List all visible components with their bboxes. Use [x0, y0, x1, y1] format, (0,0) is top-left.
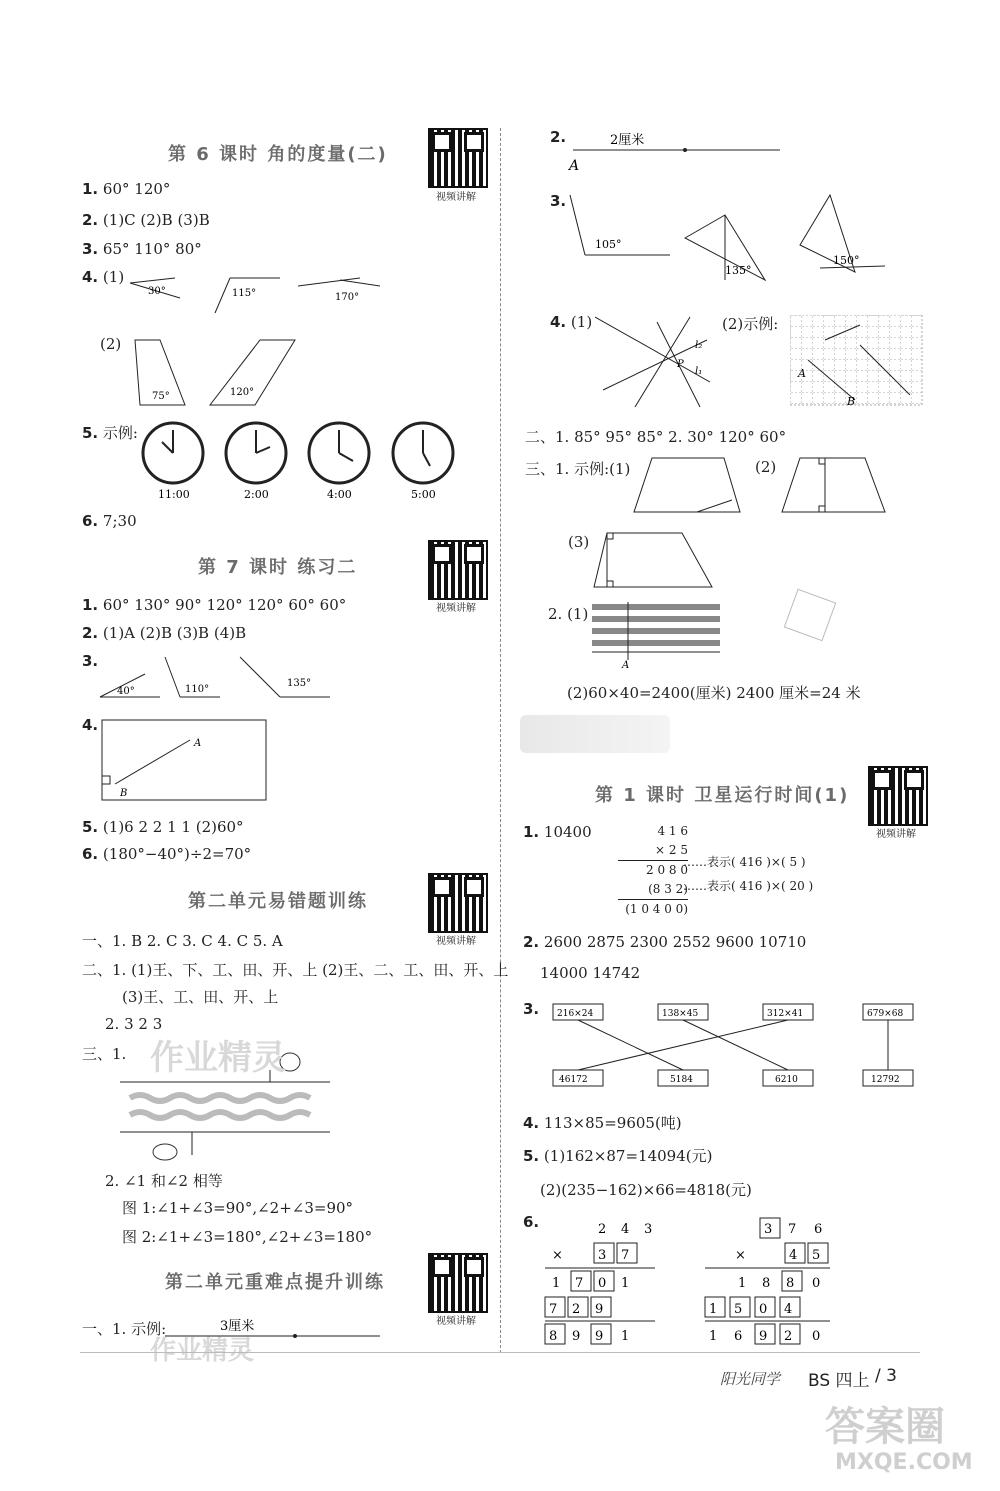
watermark: 作业精灵 [150, 1038, 286, 1078]
grid-diagram [790, 315, 925, 407]
qr-label: 视频讲解 [436, 1316, 476, 1327]
svg-text:150°: 150° [833, 254, 860, 267]
svg-text:A: A [569, 158, 580, 173]
qr-code-icon[interactable] [868, 766, 928, 826]
answer-row: 图 2:∠1+∠3=180°,∠2+∠3=180° [122, 1228, 373, 1246]
trapezoid-diagram [632, 455, 742, 515]
answer-row: 5. (1)162×87=14094(元) [523, 1147, 713, 1165]
svg-text:30°: 30° [148, 286, 166, 297]
qr-label: 视频讲解 [876, 829, 916, 840]
svg-text:105°: 105° [595, 238, 622, 251]
svg-text:3厘米: 3厘米 [220, 1319, 255, 1334]
answer-row: 图 1:∠1+∠3=90°,∠2+∠3=90° [122, 1199, 354, 1217]
answer-row: 一、1. B 2. C 3. C 4. C 5. A [82, 932, 283, 950]
rectangle-diagram [100, 718, 270, 803]
vertical-calc-left [540, 1213, 665, 1348]
answer-row: (2)60×40=2400(厘米) 2400 厘米=24 米 [567, 684, 861, 702]
svg-text:1: 1 [709, 1302, 718, 1317]
svg-text:B: B [847, 395, 856, 407]
answer-row: 二、1. (1)王、下、工、田、开、上 (2)王、二、工、田、开、上 [82, 961, 509, 979]
answer-row: 6. 7;30 [82, 512, 137, 530]
svg-text:115°: 115° [232, 288, 257, 299]
answer-row: 4. [82, 716, 99, 734]
answer-row: 4. (1) [82, 268, 125, 286]
answer-row: (2) [755, 458, 777, 476]
lesson6-title: 第 6 课时 角的度量(二) [168, 144, 388, 165]
svg-text:A: A [798, 367, 806, 380]
svg-text:2: 2 [572, 1302, 581, 1317]
svg-text:2厘米: 2厘米 [610, 133, 645, 148]
svg-text:8: 8 [549, 1329, 558, 1344]
answer-row: 2. 3 2 3 [105, 1015, 163, 1033]
lesson7-title: 第 7 课时 练习二 [198, 557, 358, 578]
svg-text:9: 9 [572, 1329, 581, 1344]
svg-text:6: 6 [814, 1222, 823, 1237]
svg-text:75°: 75° [152, 391, 170, 402]
svg-text:0: 0 [598, 1276, 607, 1291]
angle-drawings [565, 190, 895, 285]
svg-text:110°: 110° [185, 684, 210, 695]
qr-label: 视频讲解 [436, 603, 476, 614]
answer-row: (2) [100, 335, 122, 353]
svg-text:2:00: 2:00 [244, 488, 269, 501]
svg-text:138×45: 138×45 [662, 1009, 699, 1019]
svg-text:6: 6 [734, 1329, 743, 1344]
qr-label: 视频讲解 [436, 936, 476, 947]
svg-text:4:00: 4:00 [327, 488, 352, 501]
vertical-multiplication: 4 1 6 × 2 5 2 0 8 0 (8 3 2) (1 0 4 0 0) [618, 822, 688, 919]
answer-row: (2)示例: [722, 315, 779, 333]
answer-row: 5. (1)6 2 2 1 1 (2)60° [82, 818, 244, 836]
answer-row: 2. (1)C (2)B (3)B [82, 211, 210, 229]
brand-logo: 阳光同学 [720, 1370, 781, 1388]
svg-text:P: P [677, 359, 684, 370]
svg-text:8: 8 [762, 1276, 771, 1291]
svg-text:7: 7 [788, 1222, 797, 1237]
svg-text:A: A [622, 660, 630, 670]
answer-row: 1. 60° 130° 90° 120° 120° 60° 60° [82, 596, 347, 614]
clock-icon [143, 423, 203, 501]
answer-row: 2. (1)A (2)B (3)B (4)B [82, 624, 247, 642]
watermark: 作业精灵 [150, 1336, 255, 1366]
url-watermark: MXQE.COM [835, 1450, 973, 1475]
answer-row: 2. 2600 2875 2300 2552 9600 10710 [523, 933, 807, 951]
qr-code-icon[interactable] [428, 1253, 488, 1313]
trapezoid-diagram [780, 455, 890, 515]
unit2-errors-title: 第二单元易错题训练 [188, 891, 368, 912]
svg-text:135°: 135° [287, 678, 312, 689]
svg-text:170°: 170° [335, 292, 360, 303]
answer-row: 3. [523, 1000, 540, 1018]
crosswalk-diagram [592, 602, 722, 670]
svg-text:9: 9 [595, 1302, 604, 1317]
angle-figures [95, 652, 335, 702]
answer-row: 1. 60° 120° [82, 180, 171, 198]
svg-text:4: 4 [784, 1302, 793, 1317]
answer-row: (2)(235−162)×66=4818(元) [540, 1181, 752, 1199]
qr-label: 视频讲解 [436, 192, 476, 203]
svg-text:0: 0 [812, 1329, 821, 1344]
svg-text:679×68: 679×68 [867, 1009, 904, 1019]
triangle-ruler-figures [130, 335, 310, 410]
svg-text:×: × [735, 1248, 746, 1263]
svg-text:5:00: 5:00 [411, 488, 436, 501]
footer-divider [80, 1352, 920, 1353]
svg-text:11:00: 11:00 [158, 488, 190, 501]
clock-diagram-4 [390, 420, 460, 505]
svg-text:1: 1 [738, 1276, 747, 1291]
svg-text:5: 5 [812, 1248, 821, 1263]
qr-code-icon[interactable] [428, 873, 488, 933]
qr-code-icon[interactable] [428, 128, 488, 188]
answer-row: 1. 10400 [523, 823, 592, 841]
angle-figures [120, 268, 380, 328]
answer-row: 二、1. 85° 95° 85° 2. 30° 120° 60° [525, 428, 787, 446]
perpendicular-lines-diagram [595, 312, 715, 410]
unit-banner [520, 715, 670, 753]
svg-text:40°: 40° [117, 686, 135, 697]
svg-text:l₁: l₁ [695, 366, 703, 377]
answer-row: 3. 65° 110° 80° [82, 240, 202, 258]
svg-text:1: 1 [621, 1276, 630, 1291]
svg-text:l₂: l₂ [695, 340, 703, 351]
svg-text:4: 4 [621, 1222, 630, 1237]
svg-text:6210: 6210 [775, 1075, 798, 1085]
svg-text:5: 5 [734, 1302, 743, 1317]
trapezoid-diagram [592, 530, 717, 590]
unit2-key-title: 第二单元重难点提升训练 [165, 1272, 385, 1293]
svg-text:46172: 46172 [559, 1075, 588, 1085]
svg-text:216×24: 216×24 [557, 1009, 594, 1019]
answer-row: 14000 14742 [540, 964, 641, 982]
svg-text:1: 1 [552, 1276, 561, 1291]
svg-text:0: 0 [812, 1276, 821, 1291]
answer-row: 6. (180°−40°)÷2=70° [82, 845, 252, 863]
svg-text:B: B [120, 788, 128, 799]
svg-text:3: 3 [764, 1222, 773, 1237]
answer-row: 3. [550, 192, 567, 210]
page-number: / 3 [875, 1366, 897, 1386]
svg-text:4: 4 [789, 1248, 798, 1263]
matching-diagram [548, 1000, 918, 1090]
vertical-calc-right [700, 1213, 835, 1348]
svg-text:1: 1 [709, 1329, 718, 1344]
stamp-icon [780, 585, 840, 645]
answer-row: 一、1. 示例: [82, 1320, 167, 1338]
svg-text:7: 7 [549, 1302, 558, 1317]
svg-text:0: 0 [759, 1302, 768, 1317]
answer-row: 3. [82, 652, 99, 670]
stamp-watermark: 答案圈 [825, 1404, 945, 1450]
edition-label: BS 四上 [808, 1371, 870, 1391]
answer-row: 2. [550, 128, 567, 146]
svg-text:9: 9 [595, 1329, 604, 1344]
svg-text:9: 9 [759, 1329, 768, 1344]
clock-icon [226, 423, 286, 501]
answer-row: (3) [568, 533, 590, 551]
svg-text:12792: 12792 [871, 1075, 900, 1085]
svg-text:7: 7 [575, 1276, 584, 1291]
svg-text:5184: 5184 [670, 1075, 693, 1085]
answer-row: 5. 示例: [82, 424, 138, 442]
column-divider [500, 128, 501, 1353]
calc-note: ……表示( 416 )×( 20 ) [683, 879, 814, 893]
svg-text:2: 2 [598, 1222, 607, 1237]
svg-text:135°: 135° [725, 264, 752, 277]
answer-row: 6. [523, 1213, 540, 1231]
svg-text:3: 3 [598, 1248, 607, 1263]
svg-text:8: 8 [786, 1276, 795, 1291]
lesson1-title: 第 1 课时 卫星运行时间(1) [595, 785, 850, 806]
answer-row: 2. (1) [548, 605, 589, 623]
answer-row: (3)王、工、田、开、上 [122, 988, 279, 1006]
svg-text:A: A [194, 738, 202, 749]
qr-code-icon[interactable] [428, 540, 488, 600]
clock-icon [309, 423, 369, 501]
svg-text:7: 7 [621, 1248, 630, 1263]
svg-text:2: 2 [784, 1329, 793, 1344]
answer-row: 4. (1) [550, 313, 593, 331]
calc-note: ……表示( 416 )×( 5 ) [683, 855, 806, 869]
svg-text:×: × [552, 1248, 563, 1263]
svg-text:3: 3 [644, 1222, 653, 1237]
answer-row: 三、1. 示例:(1) [525, 460, 631, 478]
segment-diagram [565, 128, 785, 173]
answer-row: 三、1. [82, 1045, 127, 1063]
answer-row: 2. ∠1 和∠2 相等 [105, 1172, 223, 1190]
answer-row: 4. 113×85=9605(吨) [523, 1114, 682, 1132]
svg-text:312×41: 312×41 [767, 1009, 804, 1019]
svg-text:1: 1 [621, 1329, 630, 1344]
svg-text:120°: 120° [230, 387, 255, 398]
